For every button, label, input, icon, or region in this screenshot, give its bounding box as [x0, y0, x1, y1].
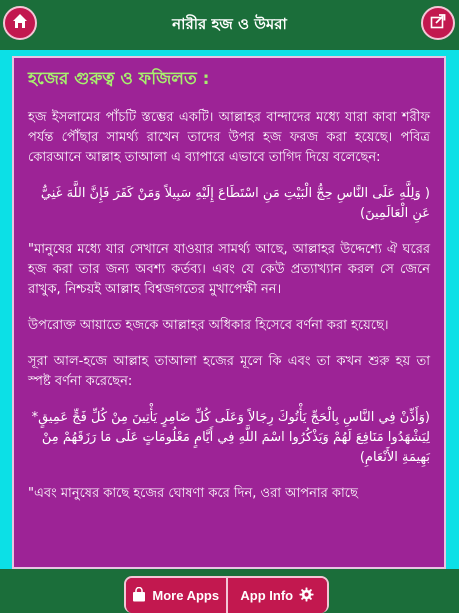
home-icon: [12, 13, 28, 33]
article-panel[interactable]: [12, 56, 446, 569]
home-button[interactable]: [3, 6, 37, 40]
more-apps-button[interactable]: [126, 578, 226, 613]
app-info-label: App Info: [240, 588, 294, 603]
article-heading: হজের গুরুত্ব ও ফজিলত :: [28, 69, 210, 89]
arabic-verse-2: (وَأَذِّنْ فِي النَّاسِ بِالْحَجِّ يَأْتُوكَ رِجَالاً وَعَلَى كُلِّ ضَامِرٍ يَأْتِينَ مِنْ كُلِّ فَجٍّ عَمِيقٍ* لِيَشْهَدُوا مَنَافِعَ لَهُمْ وَيَذْكُرُوا اسْمَ اللَّهِ فِي أَيَّامٍ مَعْلُومَاتٍ عَلَى مَا رَزَقَهُمْ مِنْ بَهِيمَةِ الأَنْعَامِ): [31, 410, 430, 465]
shopping-bag-icon: [132, 587, 146, 605]
paragraph-explanation: উপরোক্ত আয়াতে হজকে আল্লাহর অধিকার হিসেবে বর্ণনা করা হয়েছে।: [28, 318, 389, 333]
app-header: [0, 0, 459, 50]
share-button[interactable]: [421, 6, 455, 40]
paragraph-intro: হজ ইসলামের পাঁচটি স্তম্ভের একটি। আল্লাহর বান্দাদের মধ্যে যারা কাবা শরীফ পর্যন্ত পৌঁছার সামর্থ্য রাখেন তাদের উপর হজ ফরজ করা হয়েছে। পবিত্র কোরআনে আল্লাহ তাআলা এ ব্যাপারে এভাবে তাগিদ দিয়ে বলেছেন:: [28, 110, 430, 165]
more-apps-label: More Apps: [152, 588, 220, 603]
paragraph-translation-1: "মানুষের মধ্যে যার সেখানে যাওয়ার সামর্থ্য আছে, আল্লাহর উদ্দেশ্যে ঐ ঘরের হজ করা তার জন্য অবশ্য কর্তব্য। এবং যে কেউ প্রত্যাখ্যান করল সে জেনে রাখুক, নিশ্চয়ই আল্লাহ বিশ্বজগতের মুখাপেক্ষী নন।: [28, 242, 430, 297]
page-title: নারীর হজ ও উমরা: [172, 14, 287, 33]
share-icon: [430, 13, 446, 33]
footer-button-group: [124, 576, 329, 613]
gear-icon: [299, 587, 314, 605]
app-info-button[interactable]: [226, 578, 328, 613]
paragraph-surah-hajj: সূরা আল-হজে আল্লাহ তাআলা হজের মূলে কি এবং তা কখন শুরু হয় তা স্পষ্ট বর্ণনা করেছেন:: [28, 354, 430, 389]
paragraph-translation-2: "এবং মানুষের কাছে হজের ঘোষণা করে দিন, ওরা আপনার কাছে: [28, 486, 358, 501]
arabic-verse-1: ( وَلِلَّهِ عَلَى النَّاسِ حِجُّ الْبَيْتِ مَنِ اسْتَطَاعَ إِلَيْهِ سَبِيلاً وَمَنْ كَفَرَ فَإِنَّ اللَّهَ غَنِيٌّ عَنِ الْعَالَمِينَ): [40, 186, 430, 221]
